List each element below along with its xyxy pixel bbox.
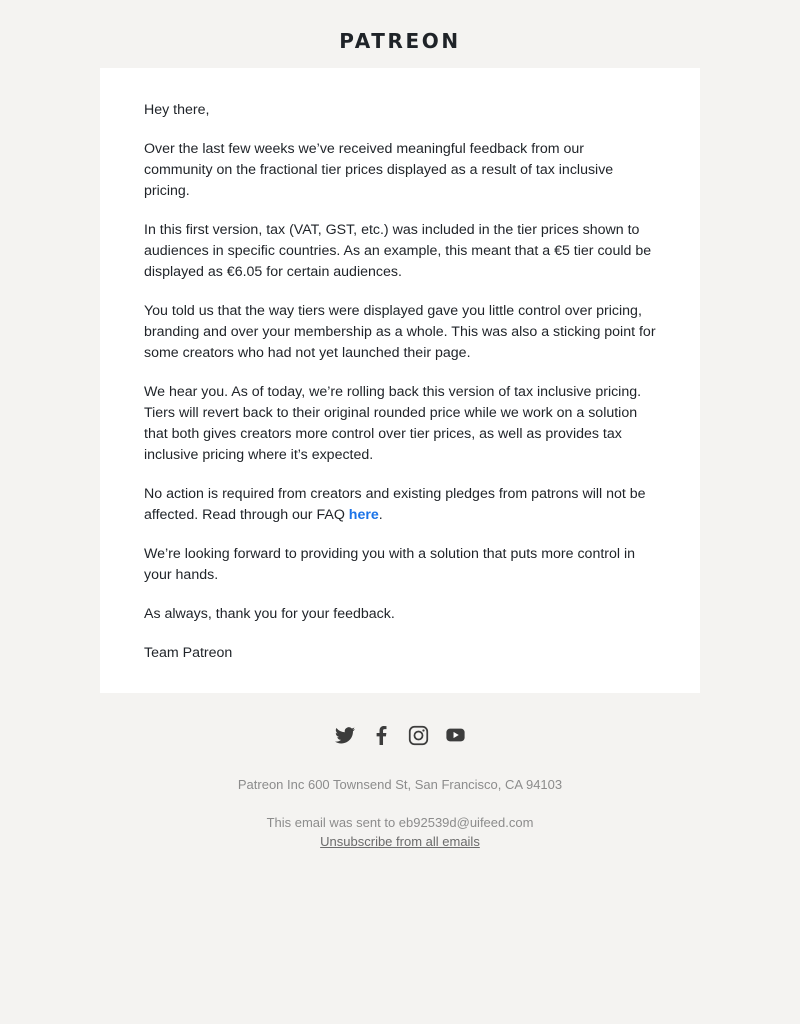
paragraph-control: You told us that the way tiers were displayed gave you little control over pricing, branding and over your membership as a whole. This was also a sticking point for some creators who had not yet launched their page. bbox=[144, 303, 656, 361]
no-action-text: No action is required from creators and existing pledges from patrons will not be affected. Read through our FAQ bbox=[144, 486, 646, 523]
youtube-icon[interactable] bbox=[445, 723, 467, 747]
paragraph-feedback: Over the last few weeks we’ve received meaningful feedback from our community on the fractional tier prices displayed as a result of tax inclusive pricing. bbox=[144, 141, 614, 199]
signoff: Team Patreon bbox=[144, 645, 233, 661]
paragraph-first-version: In this first version, tax (VAT, GST, etc.) was included in the tier prices shown to audiences in specific countries. As an example, this meant that a €5 tier could be displayed as €6.05 for certain audiences. bbox=[144, 222, 652, 280]
unsubscribe-link[interactable]: Unsubscribe from all emails bbox=[320, 834, 480, 849]
twitter-icon[interactable] bbox=[334, 723, 356, 747]
facebook-icon[interactable] bbox=[371, 723, 393, 747]
company-address: Patreon Inc 600 Townsend St, San Francisco, CA 94103 bbox=[237, 777, 563, 792]
instagram-icon[interactable] bbox=[408, 723, 430, 747]
email-card bbox=[100, 68, 700, 693]
no-action-period: . bbox=[378, 507, 383, 523]
greeting: Hey there, bbox=[144, 102, 210, 118]
patreon-logo[interactable]: PATREON bbox=[339, 29, 461, 53]
social-links bbox=[0, 723, 800, 747]
paragraph-thanks: As always, thank you for your feedback. bbox=[144, 606, 395, 622]
paragraph-rollback: We hear you. As of today, we’re rolling back this version of tax inclusive pricing. Tiers will revert back to their original rounded price while we work on a solution that both gives creators more control over tier prices, as well as provides tax inclusive pricing where it’s expected. bbox=[144, 384, 642, 463]
faq-link[interactable]: here bbox=[348, 507, 379, 523]
paragraph-looking-forward: We’re looking forward to providing you with a solution that puts more control in your hands. bbox=[144, 546, 636, 583]
sent-to-notice: This email was sent to eb92539d@uifeed.com bbox=[266, 815, 534, 830]
paragraph-no-action bbox=[144, 484, 656, 526]
